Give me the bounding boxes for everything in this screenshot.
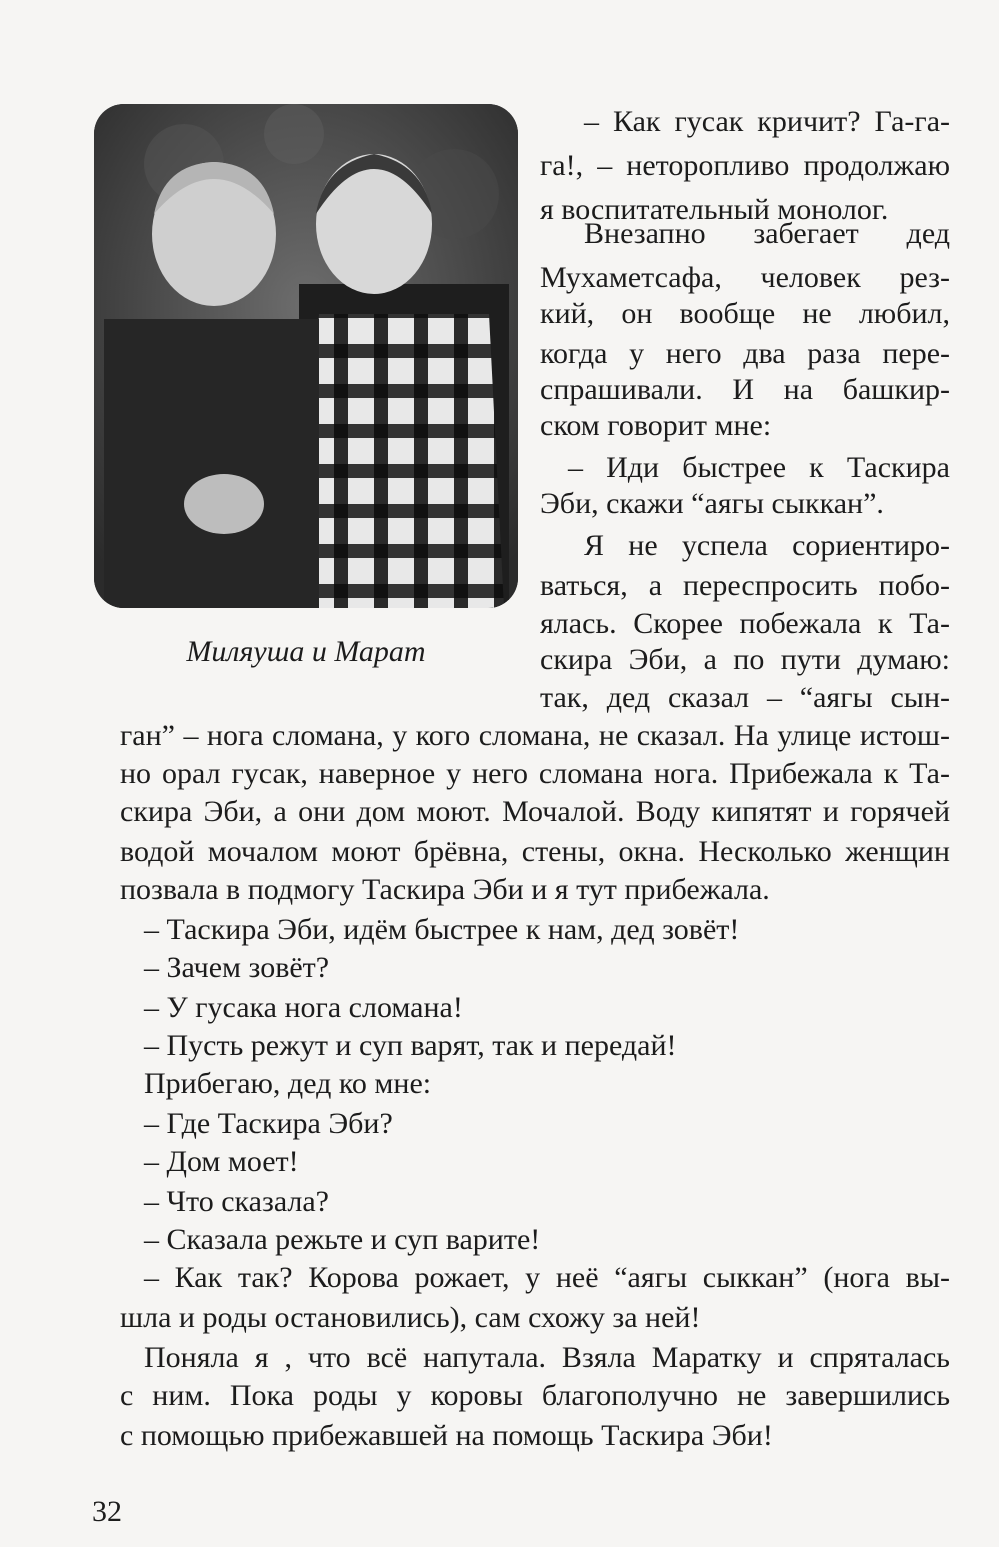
text-line: Поняла я , что всё напутала. Взяла Маратку и спряталась: [144, 1341, 950, 1374]
text-line: спрашивали. И на башкир-: [540, 373, 950, 406]
text-line: скира Эби, а они дом моют. Мочалой. Воду кипятят и горячей: [120, 795, 950, 828]
text-line: – Как так? Корова рожает, у неё “аягы сыккан” (нога вы-: [144, 1261, 950, 1294]
text-line: но орал гусак, наверное у него сломана нога. Прибежала к Та-: [120, 757, 950, 790]
text-line: га!, – неторопливо продолжаю: [540, 149, 950, 182]
text-line: – Пусть режут и суп варят, так и передай!: [144, 1029, 677, 1062]
text-line: – Таскира Эби, идём быстрее к нам, дед зовёт!: [144, 913, 740, 946]
text-line: ялась. Скорее побежала к Та-: [540, 607, 950, 640]
text-line: – Сказала режьте и суп варите!: [144, 1223, 541, 1256]
photo-caption: Миляуша и Марат: [186, 635, 426, 668]
text-line: – Дом моет!: [144, 1145, 299, 1178]
text-line: водой мочалом моют брёвна, стены, окна. Несколько женщин: [120, 835, 950, 868]
text-line: – Где Таскира Эби?: [144, 1107, 393, 1140]
text-line: с помощью прибежавшей на помощь Таскира Эби!: [120, 1419, 773, 1452]
text-line: Внезапно забегает дед: [584, 217, 950, 250]
text-line: так, дед сказал – “аягы сын-: [540, 681, 950, 714]
text-line: Эби, скажи “аягы сыккан”.: [540, 487, 884, 520]
text-line: ваться, а переспросить побо-: [540, 569, 950, 602]
text-line: скира Эби, а по пути думаю:: [540, 643, 950, 676]
text-line: – Иди быстрее к Таскира: [568, 451, 950, 484]
text-line: Я не успела сориентиро-: [584, 529, 950, 562]
text-line: позвала в подмогу Таскира Эби и я тут прибежала.: [120, 873, 770, 906]
text-line: я воспитательный монолог.: [540, 193, 889, 226]
text-line: – Как гусак кричит? Га-га-: [584, 105, 950, 138]
photo-children-icon: [94, 104, 518, 608]
text-line: когда у него два раза пере-: [540, 337, 950, 370]
text-line: Прибегаю, дед ко мне:: [144, 1067, 432, 1100]
text-line: – Зачем зовёт?: [144, 951, 330, 984]
text-line: с ним. Пока роды у коровы благополучно не завершились: [120, 1379, 950, 1412]
text-line: Мухаметсафа, человек рез-: [540, 261, 950, 294]
text-line: ском говорит мне:: [540, 409, 772, 442]
text-line: ган” – нога сломана, у кого сломана, не сказал. На улице истош-: [120, 719, 950, 752]
text-line: – Что сказала?: [144, 1185, 329, 1218]
text-line: – У гусака нога сломана!: [144, 991, 463, 1024]
page-number: 32: [92, 1495, 122, 1528]
text-line: шла и роды остановились), сам схожу за ней!: [120, 1301, 701, 1334]
text-line: кий, он вообще не любил,: [540, 297, 950, 330]
